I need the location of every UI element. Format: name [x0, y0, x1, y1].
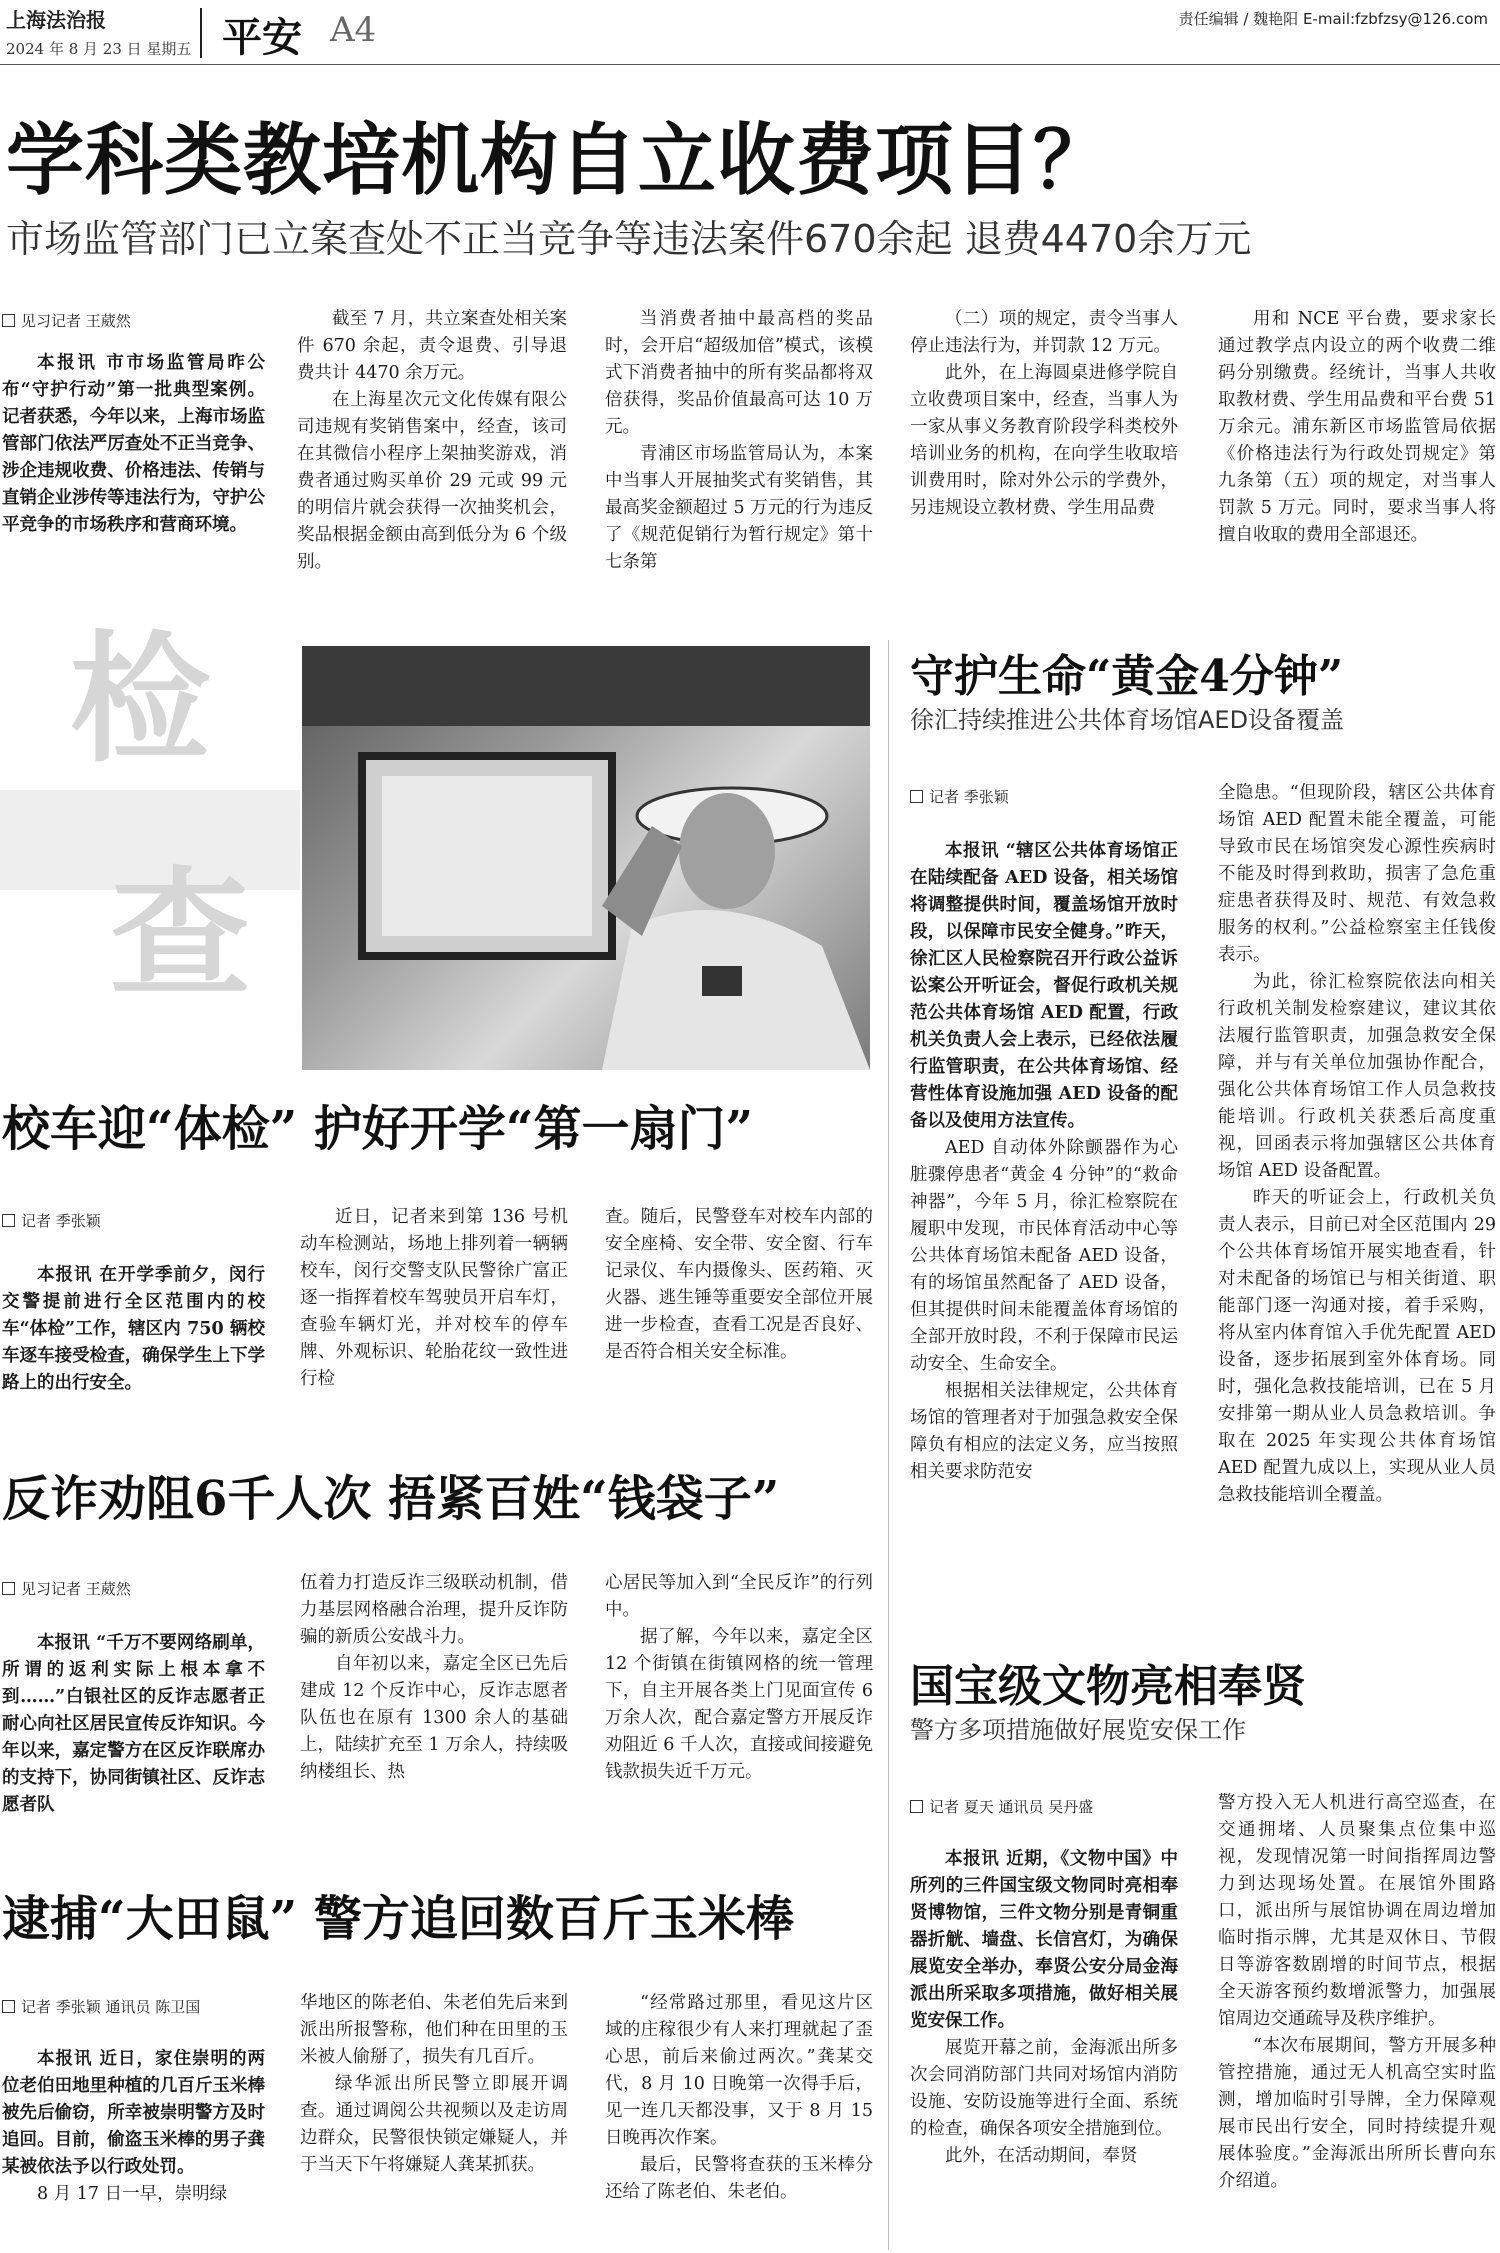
- treasure-dek: 警方多项措施做好展览安保工作: [910, 1716, 1246, 1744]
- aed-col2-para2: 为此，徐汇检察院依法向相关行政机关制发检察建议，建议其依法履行监管职责，加强急救安全保障，并与有关单位加强协作配合，强化公共体育场馆工作人员急救技能培训。行政机关获悉后高度重视，回函表示将加强辖区公共体育场馆 AED 设备配置。: [1218, 972, 1496, 1181]
- schoolbus-col1-para: 本报讯 在开学季前夕，闵行交警提前进行全区范围内的校车“体检”工作，辖区内 750 辆校车逐车接受检查，确保学生上下学路上的出行安全。: [2, 1265, 265, 1393]
- fraud-column-2: [300, 1570, 568, 1786]
- lead-col2-para1: 截至 7 月，共立案查处相关案件 670 余起，责令退费、引导退费共计 4470 余万元。: [297, 309, 567, 383]
- schoolbus-headline: 校车迎“体检” 护好开学“第一扇门”: [2, 1101, 754, 1157]
- police-inspecting-bus-photo: [302, 646, 870, 1070]
- photo-illustration: [302, 646, 870, 1070]
- treasure-column-2: [1218, 1790, 1496, 2195]
- schoolbus-column-3: [605, 1204, 873, 1366]
- schoolbus-col3-para: 查。随后，民警登车对校车内部的安全座椅、安全带、安全窗、行车记录仪、车内摄像头、医药箱、灭火器、逃生锤等重要安全部位开展进一步检查，查看工况是否良好、是否符合相关安全标准。: [605, 1207, 873, 1362]
- page-number: A4: [330, 10, 377, 50]
- corn-col2-para1: 华地区的陈老伯、朱老伯先后来到派出所报警称，他们种在田里的玉米被人偷掰了，损失有几百斤。: [300, 1993, 568, 2067]
- lead-column-4: [910, 306, 1178, 522]
- aed-col2-para1: 全隐患。“但现阶段，辖区公共体育场馆 AED 配置未能全覆盖，可能导致市民在场馆突发心源性疾病时不能及时得到救助，损害了急危重症患者获得及时、规范、有效急救服务的权利。”公益检察室主任钱俊表示。: [1218, 783, 1496, 965]
- fraud-col2-para1: 伍着力打造反诈三级联动机制，借力基层网格融合治理，提升反诈防骗的新质公安战斗力。: [300, 1573, 568, 1647]
- newspaper-logo: 上海法治报: [6, 8, 106, 32]
- corn-col3-para2: 最后，民警将查获的玉米棒分还给了陈老伯、朱老伯。: [605, 2155, 873, 2202]
- treasure-byline-text: 记者 夏天 通讯员 吴丹盛: [929, 1798, 1094, 1816]
- corn-byline-text: 记者 季张颖 通讯员 陈卫国: [21, 1998, 201, 2016]
- fraud-column-1: [2, 1630, 265, 1819]
- lead-col5-para: 用和 NCE 平台费，要求家长通过教学点内设立的两个收费二维码分别缴费。经统计，当事人共收取教材费、学生用品费和平台费 51 万余元。浦东新区市场监管局依据《价格违法行为行政处罚规定》第九条第（五）项的规定，对当事人罚款 5 万元。同时，要求当事人将擅自收取的费用全部退还。: [1218, 309, 1496, 545]
- corn-headline: 逮捕“大田鼠” 警方追回数百斤玉米棒: [2, 1891, 794, 1947]
- masthead-divider: [200, 8, 202, 58]
- aed-column-2: [1218, 780, 1496, 1509]
- aed-col1-para2: AED 自动体外除颤器作为心脏骤停患者“黄金 4 分钟”的“救命神器”，今年 5 月，徐汇检察院在履职中发现，市民体育活动中心等公共体育场馆未配备 AED 设备，有的场馆虽然配备了 AED 设备，但其提供时间未能覆盖体育场馆的全部开放时段，不利于保障市民运动安全、生命安全。: [910, 1138, 1178, 1374]
- column-divider: [888, 640, 889, 2250]
- lead-col3-para1: 当消费者抽中最高档的奖品时，会开启“超级加倍”模式，该模式下消费者抽中的所有奖品都将双倍获得，奖品价值最高可达 10 万元。: [605, 309, 873, 437]
- lead-col4-para2: 此外，在上海圆桌进修学院自立收费项目案中，经查，当事人为一家从事义务教育阶段学科类校外培训业务的机构，在向学生收取培训费用时，除对外公示的学费外，另违规设立教材费、学生用品费: [910, 363, 1178, 518]
- lead-col1-para: 本报讯 市市场监管局昨公布“守护行动”第一批典型案例。记者获悉，今年以来，上海市场监管部门依法严厉查处不正当竞争、涉企违规收费、价格违法、传销与直销企业涉传等违法行为，守护公平竞争的市场秩序和营商环境。: [2, 353, 265, 535]
- lead-col3-para2: 青浦区市场监管局认为，本案中当事人开展抽奖式有奖销售，其最高奖金额超过 5 万元的行为违反了《规范促销行为暂行规定》第十七条第: [605, 444, 873, 572]
- corn-byline: [2, 1996, 200, 2017]
- lead-column-1: [2, 350, 265, 539]
- stamp-char-2: 查: [110, 853, 251, 1017]
- schoolbus-column-1: [2, 1262, 265, 1397]
- fraud-column-3: [605, 1570, 873, 1786]
- treasure-col1-para2: 展览开幕之前，金海派出所多次会同消防部门共同对场馆内消防设施、安防设施等进行全面、系统的检查，确保各项安全措施到位。: [910, 2038, 1178, 2139]
- lead-headline: 学科类教培机构自立收费项目？: [6, 115, 1113, 206]
- corn-column-1: [2, 2046, 265, 2208]
- treasure-col2-para2: “本次布展期间，警方开展多种管控措施，通过无人机高空实时监测，增加临时引导牌，全力保障观展市民出行安全，同时持续提升观展体验度。”金海派出所所长曹向东介绍道。: [1218, 2036, 1496, 2191]
- byline-box-icon: [2, 1214, 15, 1227]
- lead-column-2: [297, 306, 567, 576]
- schoolbus-byline: [2, 1210, 101, 1231]
- schoolbus-col2-para: 近日，记者来到第 136 号机动车检测站，场地上排列着一辆辆校车，闵行交警支队民警徐广富正逐一指挥着校车驾驶员开启车灯，查验车辆灯光，并对校车的停车牌、外观标识、轮胎花纹一致性进行检: [300, 1207, 568, 1389]
- editor-credit: 责任编辑 / 魏艳阳 E-mail:fzbfzsy@126.com: [1178, 10, 1488, 28]
- issue-date: 2024 年 8 月 23 日 星期五: [6, 40, 192, 58]
- treasure-col1-para1: 本报讯 近期，《文物中国》中所列的三件国宝级文物同时亮相奉贤博物馆，三件文物分别是青铜重器折觥、墙盘、长信宫灯，为确保展览安全举办，奉贤公安分局金海派出所采取多项措施，做好相关展览安保工作。: [910, 1849, 1178, 2031]
- aed-col1-para3: 根据相关法律规定，公共体育场馆的管理者对于加强急救安全保障负有相应的法定义务，应当按照相关要求防范安: [910, 1381, 1178, 1482]
- byline-box-icon: [2, 1582, 15, 1595]
- byline-box-icon: [2, 314, 15, 327]
- treasure-headline: 国宝级文物亮相奉贤: [910, 1661, 1306, 1712]
- treasure-col2-para1: 警方投入无人机进行高空巡查，在交通拥堵、人员聚集点位集中巡视，发现情况第一时间指挥周边警力到达现场处置。在展馆外围路口，派出所与展馆协调在周边增加临时指示牌，尤其是双休日、节假日等游客数剧增的时间节点，根据全天游客预约数增派警力，加强展馆周边交通疏导及秩序维护。: [1218, 1793, 1496, 2029]
- lead-col4-para1: （二）项的规定，责令当事人停止违法行为，并罚款 12 万元。: [910, 309, 1178, 356]
- corn-col1-para2: 8 月 17 日一早，崇明绿: [37, 2184, 228, 2204]
- fraud-col3-para1: 心居民等加入到“全民反诈”的行列中。: [605, 1573, 873, 1620]
- corn-col2-para2: 绿华派出所民警立即展开调查。通过调阅公共视频以及走访周边群众，民警很快锁定嫌疑人，并于当天下午将嫌疑人龚某抓获。: [300, 2074, 568, 2175]
- fraud-col3-para2: 据了解，今年以来，嘉定全区 12 个街镇在街镇网格的统一管理下，自主开展各类上门见面宣传 6 万余人次，配合嘉定警方开展反诈劝阻近 6 千人次，直接或间接避免钱款损失近千万元。: [605, 1627, 873, 1782]
- aed-col2-para3: 昨天的听证会上，行政机关负责人表示，目前已对全区范围内 29 个公共体育场馆开展实地查看，针对未配备的场馆已与相关街道、职能部门逐一沟通对接，着手采购，将从室内体育馆入手优先配置 AED 设备，逐步拓展到室外体育场。同时，强化急救技能培训，已在 5 月安排第一期从业人员急救培训。争取在 2025 年实现公共体育场馆 AED 配置九成以上，实现从业人员急救技能培训全覆盖。: [1218, 1188, 1496, 1505]
- byline-box-icon: [910, 790, 923, 803]
- schoolbus-byline-text: 记者 季张颖: [21, 1212, 101, 1230]
- lead-byline: [2, 310, 131, 331]
- lead-column-3: [605, 306, 873, 576]
- aed-dek: 徐汇持续推进公共体育场馆AED设备覆盖: [910, 706, 1345, 734]
- fraud-headline: 反诈劝阻6千人次 捂紧百姓“钱袋子”: [2, 1471, 780, 1527]
- treasure-column-1: [910, 1846, 1178, 2170]
- lead-col2-para2: 在上海星次元文化传媒有限公司违规有奖销售案中，经查，该司在其微信小程序上架抽奖游戏，消费者通过购买单价 29 元或 99 元的明信片就会获得一次抽奖机会，奖品根据金额由高到低分为 6 个级别。: [297, 390, 567, 572]
- treasure-col1-para3: 此外，在活动期间，奉贤: [945, 2146, 1138, 2166]
- aed-byline: [910, 786, 1009, 807]
- lead-column-5: [1218, 306, 1496, 549]
- aed-col1-para1: 本报讯 “辖区公共体育场馆正在陆续配备 AED 设备，相关场馆将调整提供时间，覆盖场馆开放时段，以保障市民安全健身。”昨天，徐汇区人民检察院召开行政公益诉讼案公开听证会，督促行政机关规范公共体育场馆 AED 配置，行政机关负责人会上表示，已经依法履行监管职责，在公共体育场馆、经营性体育设施加强 AED 设备的配备以及使用方法宣传。: [910, 841, 1178, 1131]
- corn-col1-para1: 本报讯 近日，家住崇明的两位老伯田地里种植的几百斤玉米棒被先后偷窃，所幸被崇明警方及时追回。目前，偷盗玉米棒的男子龚某被依法予以行政处罚。: [2, 2049, 265, 2177]
- stamp-char-1: 检: [70, 618, 211, 782]
- section-name: 平安: [222, 14, 302, 61]
- corn-column-2: [300, 1990, 568, 2179]
- masthead-rule: [0, 64, 1500, 65]
- aed-byline-text: 记者 季张颖: [929, 788, 1009, 806]
- corn-column-3: [605, 1990, 873, 2206]
- fraud-byline-text: 见习记者 王葳然: [21, 1580, 131, 1598]
- lead-byline-text: 见习记者 王葳然: [21, 312, 131, 330]
- byline-box-icon: [2, 2000, 15, 2013]
- aed-column-1: [910, 838, 1178, 1486]
- aed-headline: 守护生命“黄金4分钟”: [910, 651, 1344, 702]
- fraud-col1-para: 本报讯 “千万不要网络刷单，所谓的返利实际上根本拿不到……”白银社区的反诈志愿者正耐心向社区居民宣传反诈知识。今年以来，嘉定警方在区反诈联席办的支持下，协同街镇社区、反诈志愿者队: [2, 1633, 265, 1815]
- fraud-col2-para2: 自年初以来，嘉定全区已先后建成 12 个反诈中心，反诈志愿者队伍也在原有 1300 余人的基础上，陆续扩充至 1 万余人，持续吸纳楼组长、热: [300, 1654, 568, 1782]
- schoolbus-column-2: [300, 1204, 568, 1393]
- fraud-byline: [2, 1578, 131, 1599]
- corn-col3-para1: “经常路过那里，看见这片区域的庄稼很少有人来打理就起了歪心思，前后来偷过两次。”龚某交代，8 月 10 日晚第一次得手后，见一连几天都没事，又于 8 月 15 日晚再次作案。: [605, 1993, 873, 2148]
- byline-box-icon: [910, 1800, 923, 1813]
- lead-subhead: 市场监管部门已立案查处不正当竞争等违法案件670余起 退费4470余万元: [6, 217, 1252, 261]
- treasure-byline: [910, 1796, 1093, 1817]
